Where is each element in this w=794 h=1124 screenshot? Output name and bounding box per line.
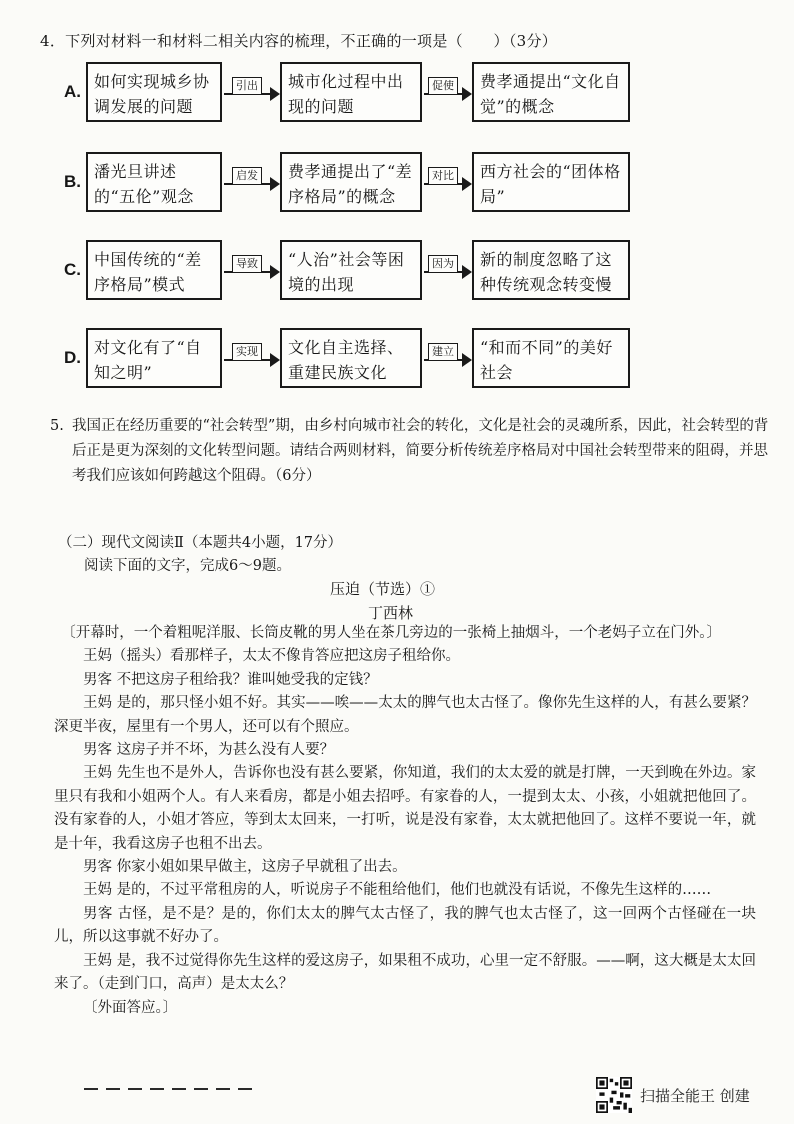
option-row-c	[62, 240, 642, 304]
qr-code-icon	[596, 1077, 632, 1113]
option-box-2: 费孝通提出了“差序格局”的概念	[280, 152, 422, 212]
option-row-b	[62, 152, 642, 216]
connector-arrow	[224, 346, 280, 372]
connector-tag: 因为	[428, 255, 458, 273]
connector-arrow	[224, 258, 280, 284]
option-label: A.	[64, 82, 81, 101]
scanner-label: 扫描全能王 创建	[640, 1087, 750, 1105]
connector-tag: 实现	[232, 343, 262, 361]
option-box-1: 中国传统的“差序格局”模式	[86, 240, 222, 300]
play-text	[54, 622, 756, 1020]
stage-direction: 〔开幕时，一个着粗呢洋服、长筒皮靴的男人坐在茶几旁边的一张椅上抽烟斗，一个老妈子立在门外。〕	[61, 625, 721, 641]
dialogue-line: 男客 这房子并不坏，为甚么没有人要？	[83, 742, 335, 759]
connector-arrow	[224, 170, 280, 196]
option-box-2: 文化自主选择、重建民族文化	[280, 328, 422, 388]
option-row-a	[62, 62, 642, 126]
connector-arrow	[424, 170, 472, 196]
connector-tag: 启发	[232, 167, 262, 185]
question-4-title: 4．下列对材料一和材料二相关内容的梳理，不正确的一项是（ ）（3分）	[40, 32, 558, 50]
reading-instruction: 阅读下面的文字，完成6～9题。	[84, 558, 291, 574]
connector-arrow	[424, 346, 472, 372]
play-author: 丁西林	[368, 604, 414, 622]
option-box-2: 城市化过程中出现的问题	[280, 62, 422, 122]
dialogue-line: 王妈 是的，那只怪小姐不好。其实——唉——太太的脾气也太古怪了。像你先生这样的人，有甚么要紧？深更半夜，屋里有一个男人，还可以有个照应。	[54, 695, 756, 735]
option-box-1: 如何实现城乡协调发展的问题	[86, 62, 222, 122]
connector-tag: 对比	[428, 167, 458, 185]
option-label: B.	[64, 172, 81, 191]
dialogue-line: 王妈 是，我不过觉得你先生这样的爱这房子，如果租不成功，心里一定不舒服。——啊，这大概是太太回来了。（走到门口，高声）是太太么？	[54, 952, 756, 993]
option-box-3: 西方社会的“团体格局”	[472, 152, 630, 212]
option-box-1: 潘光旦讲述的“五伦”观念	[86, 152, 222, 212]
cut-off-text-line	[84, 1082, 274, 1092]
scanner-watermark	[596, 1077, 786, 1113]
connector-tag: 导致	[232, 255, 262, 273]
play-title: 压迫（节选）①	[330, 580, 436, 598]
option-box-2: “人治”社会等困境的出现	[280, 240, 422, 300]
connector-arrow	[224, 80, 280, 106]
question-5-text: 我国正在经历重要的“社会转型”期，由乡村向城市社会的转化，文化是社会的灵魂所系，因此，社会转型的背后正是更为深刻的文化转型问题。请结合两则材料，简要分析传统差序格局对中国社会转型带来的阻碍，并思考我们应该如何跨越这个阻碍。（6分）	[72, 418, 769, 484]
option-row-d	[62, 328, 642, 392]
option-box-1: 对文化有了“自知之明”	[86, 328, 222, 388]
option-label: D.	[64, 348, 81, 367]
connector-arrow	[424, 80, 472, 106]
section-title: （二）现代文阅读Ⅱ（本题共4小题，17分）	[58, 535, 343, 551]
dialogue-line: 王妈 先生也不是外人，告诉你也没有甚么要紧，你知道，我们的太太爱的就是打牌，一天到晚在外边。家里只有我和小姐两个人。有人来看房，都是小姐去招呼。有家眷的人，一提到太太、小孩，小姐就把他回了。没有家眷的人，小姐才答应，等到太太回来，一打听，说是没有家眷，太太就把他回了。这样不要说一年，就是十年，我看这房子也租不出去。	[54, 765, 756, 852]
option-box-3: 费孝通提出“文化自觉”的概念	[472, 62, 630, 122]
connector-tag: 建立	[428, 343, 458, 361]
connector-tag: 引出	[232, 77, 262, 95]
stage-direction: 〔外面答应。〕	[83, 999, 178, 1016]
connector-tag: 促使	[428, 77, 458, 95]
dialogue-line: 王妈（摇头）看那样子，太太不像肯答应把这房子租给你。	[83, 648, 460, 665]
dialogue-line: 男客 古怪，是不是？是的，你们太太的脾气太古怪了，我的脾气也太古怪了，这一回两个古怪碰在一块儿，所以这事就不好办了。	[54, 905, 756, 946]
question-5	[50, 414, 770, 489]
dialogue-line: 王妈 是的，不过平常租房的人，听说房子不能租给他们，他们也就没有话说，不像先生这样的……	[83, 882, 712, 899]
question-5-number: 5.	[50, 418, 64, 434]
dialogue-line: 男客 你家小姐如果早做主，这房子早就租了出去。	[83, 859, 407, 876]
connector-arrow	[424, 258, 472, 284]
dialogue-line: 男客 不把这房子租给我？谁叫她受我的定钱？	[83, 671, 378, 688]
option-label: C.	[64, 260, 81, 279]
option-box-3: 新的制度忽略了这种传统观念转变慢	[472, 240, 630, 300]
option-box-3: “和而不同”的美好社会	[472, 328, 630, 388]
